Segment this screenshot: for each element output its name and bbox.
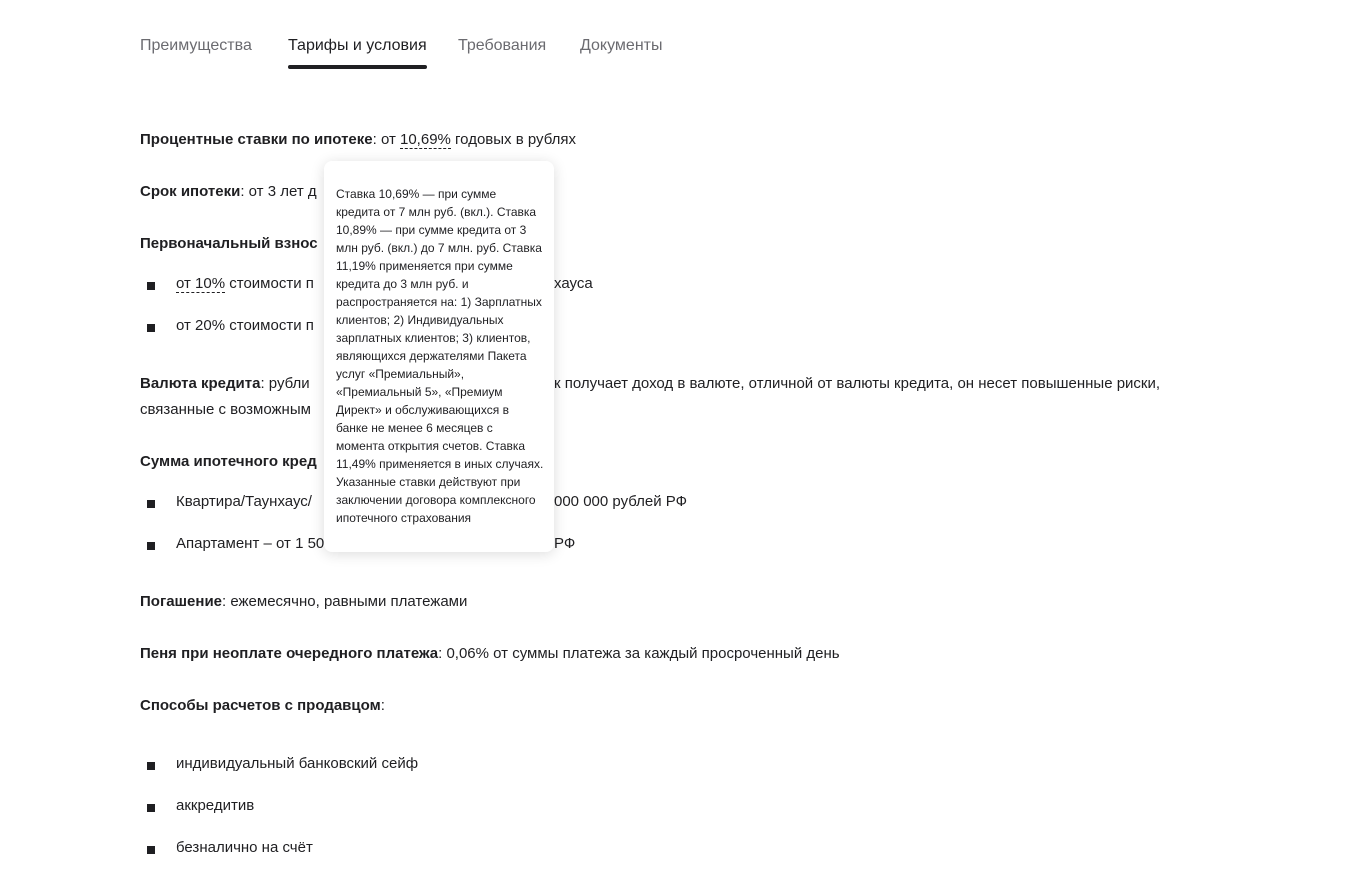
tooltip-line: распространяется на: 1) Зарплатных: [336, 295, 542, 309]
bullet-marker: [147, 804, 155, 812]
tooltip-line: Директ» и обслуживающихся в: [336, 403, 509, 417]
tab-requirements[interactable]: Требования: [458, 37, 547, 54]
down-payment-item-text: стоимости п: [225, 275, 314, 292]
penalty-text: : 0,06% от суммы платежа за каждый просроченный день: [438, 645, 840, 662]
tooltip-line: клиентов; 2) Индивидуальных: [336, 313, 504, 327]
tooltip-line: ипотечного страхования: [336, 511, 472, 525]
rates-line: [140, 129, 576, 151]
currency-line: [140, 373, 310, 395]
settlement-line: [140, 695, 385, 717]
currency-label: Валюта кредита: [140, 375, 261, 392]
settlement-item: аккредитив: [176, 797, 255, 814]
amount-item: Квартира/Таунхаус/: [176, 493, 312, 510]
down-payment-link[interactable]: от 10%: [176, 275, 226, 292]
rate-tooltip: [324, 161, 554, 552]
amount-label: Сумма ипотечного кред: [140, 453, 317, 470]
settlement-item: безналично на счёт: [176, 839, 313, 856]
bullet-marker: [147, 762, 155, 770]
tab-advantages[interactable]: Преимущества: [140, 37, 252, 54]
amount-line: [140, 451, 317, 473]
repayment-text: : ежемесячно, равными платежами: [222, 593, 468, 610]
amount-item-tail: 000 000 рублей РФ: [554, 493, 688, 510]
tooltip-line: Указанные ставки действуют при: [336, 475, 521, 489]
tooltip-line: 11,19% применяется при сумме: [336, 259, 513, 273]
penalty-line: [140, 643, 840, 665]
tooltip-line: момента открытия счетов. Ставка: [336, 439, 526, 453]
down-payment-line: [140, 233, 318, 255]
amount-item: Апартамент – от 1 50: [176, 535, 325, 552]
down-payment-item: от 20% стоимости п: [176, 317, 314, 334]
tab-rates-and-conditions[interactable]: Тарифы и условия: [288, 37, 427, 54]
currency-text-right: к получает доход в валюте, отличной от валюты кредита, он несет повышенные риски,: [554, 375, 1161, 392]
down-payment-item: [176, 273, 314, 295]
tooltip-line: «Премиальный 5», «Премиум: [336, 385, 503, 399]
tooltip-line: Ставка 10,69% — при сумме: [336, 187, 497, 201]
penalty-label: Пеня при неоплате очередного платежа: [140, 645, 439, 662]
down-payment-label: Первоначальный взнос: [140, 235, 318, 252]
tooltip-line: 10,89% — при сумме кредита от 3: [336, 223, 527, 237]
tooltip-line: являющихся держателями Пакета: [336, 349, 527, 363]
tab-documents[interactable]: Документы: [580, 37, 663, 54]
bullet-marker: [147, 846, 155, 854]
term-label: Срок ипотеки: [140, 183, 241, 200]
settlement-item: индивидуальный банковский сейф: [176, 755, 419, 772]
tooltip-line: кредита до 3 млн руб. и: [336, 277, 469, 291]
tooltip-line: кредита от 7 млн руб. (вкл.). Ставка: [336, 205, 537, 219]
bullet-marker: [147, 500, 155, 508]
tooltip-line: 11,49% применяется в иных случаях.: [336, 457, 544, 471]
currency-text-cont: связанные с возможным: [140, 401, 311, 418]
repayment-line: [140, 591, 467, 613]
tooltip-line: млн руб. (вкл.) до 7 млн. руб. Ставка: [336, 241, 542, 255]
bullet-marker: [147, 542, 155, 550]
rate-tooltip-trigger[interactable]: 10,69%: [400, 131, 451, 148]
rates-prefix: : от: [372, 131, 400, 148]
bullet-marker: [147, 324, 155, 332]
rates-label: Процентные ставки по ипотеке: [140, 131, 373, 148]
term-line: [140, 181, 317, 203]
settlement-label: Способы расчетов с продавцом: [140, 697, 381, 714]
settlement-colon: :: [380, 697, 385, 714]
tooltip-line: заключении договора комплексного: [336, 493, 536, 507]
currency-text: : рубли: [260, 375, 310, 392]
repayment-label: Погашение: [140, 593, 223, 610]
amount-item-tail: РФ: [554, 535, 576, 552]
tooltip-line: услуг «Премиальный»,: [336, 367, 465, 381]
tooltip-line: зарплатных клиентов; 3) клиентов,: [336, 331, 531, 345]
tooltip-line: банке не менее 6 месяцев с: [336, 421, 493, 435]
rates-suffix: годовых в рублях: [450, 131, 576, 148]
down-payment-item-tail: хауса: [554, 275, 593, 292]
term-text: : от 3 лет д: [240, 183, 317, 200]
bullet-marker: [147, 282, 155, 290]
